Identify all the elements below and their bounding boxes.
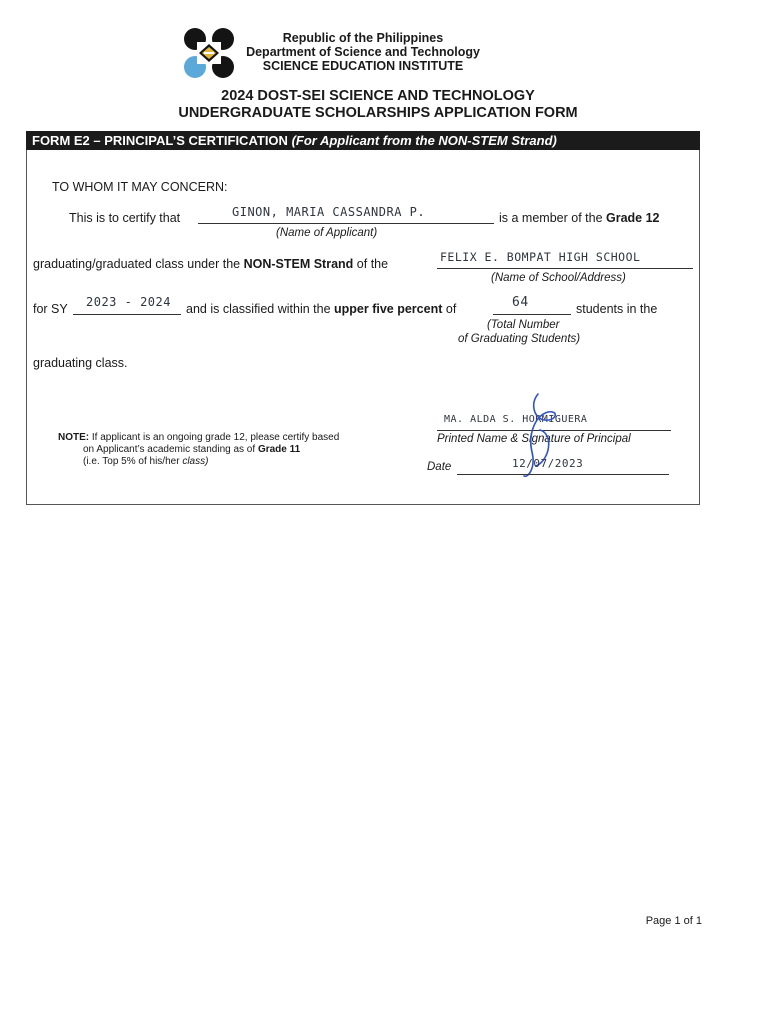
note-grade: Grade 11	[257, 444, 301, 455]
form-band	[26, 131, 700, 150]
total-caption-1: (Total Number	[487, 319, 560, 331]
graduating-class-text: graduating class.	[33, 356, 128, 370]
header-department: Department of Science and Technology	[246, 45, 480, 59]
note-line1: If applicant is an ongoing grade 12, please certify based	[91, 432, 340, 443]
date-line	[457, 474, 669, 475]
applicant-caption: (Name of Applicant)	[276, 227, 378, 239]
page-number: Page 1 of 1	[645, 915, 702, 927]
total-students-value: 64	[512, 295, 529, 310]
class-prefix: graduating/graduated class under the	[33, 257, 241, 271]
applicant-name-value: GINON, MARIA CASSANDRA P.	[232, 205, 426, 219]
date-value: 12/07/2023	[512, 457, 584, 470]
principal-name-value: MA. ALDA S. HORMIGUERA	[444, 414, 588, 425]
form-title-line1: 2024 DOST-SEI SCIENCE AND TECHNOLOGY	[221, 88, 535, 104]
of-word: of	[445, 302, 457, 316]
classified-text: and is classified within the	[186, 302, 331, 316]
upper-five-label: upper five percent	[334, 302, 443, 316]
strand-label: NON-STEM Strand	[243, 257, 354, 271]
note-line3: (i.e. Top 5% of his/her	[83, 456, 180, 467]
note-line2: on Applicant’s academic standing as of	[83, 444, 256, 455]
school-year-value: 2023 - 2024	[86, 295, 171, 309]
header-republic: Republic of the Philippines	[282, 31, 444, 45]
for-sy-label: for SY	[33, 302, 68, 316]
form-title-line2: UNDERGRADUATE SCHOLARSHIPS APPLICATION FORM	[178, 105, 578, 121]
note-block	[58, 432, 394, 468]
school-line	[437, 268, 693, 269]
form-band-sub: (For Applicant from the NON-STEM Strand)	[291, 133, 557, 148]
date-label: Date	[427, 461, 452, 473]
salutation: TO WHOM IT MAY CONCERN:	[52, 180, 228, 194]
applicant-name-line	[198, 223, 494, 224]
member-prefix: is a member of the	[499, 211, 603, 225]
school-year-line	[73, 314, 181, 315]
note-class: class)	[182, 456, 209, 467]
form-band-label: FORM E2 – PRINCIPAL’S CERTIFICATION	[32, 133, 288, 148]
of-the-text: of the	[356, 257, 389, 271]
note-label: NOTE:	[58, 432, 90, 443]
total-line	[493, 314, 571, 315]
total-caption-2: of Graduating Students)	[458, 333, 581, 345]
header-institute: SCIENCE EDUCATION INSTITUTE	[262, 59, 464, 73]
students-in-the: students in the	[576, 302, 658, 316]
certify-prefix: This is to certify that	[69, 211, 181, 225]
school-caption: (Name of School/Address)	[491, 272, 626, 284]
dost-logo	[182, 27, 236, 79]
grade-label: Grade 12	[606, 211, 660, 225]
school-value: FELIX E. BOMPAT HIGH SCHOOL	[440, 250, 641, 264]
principal-caption: Printed Name & Signature of Principal	[437, 433, 631, 445]
